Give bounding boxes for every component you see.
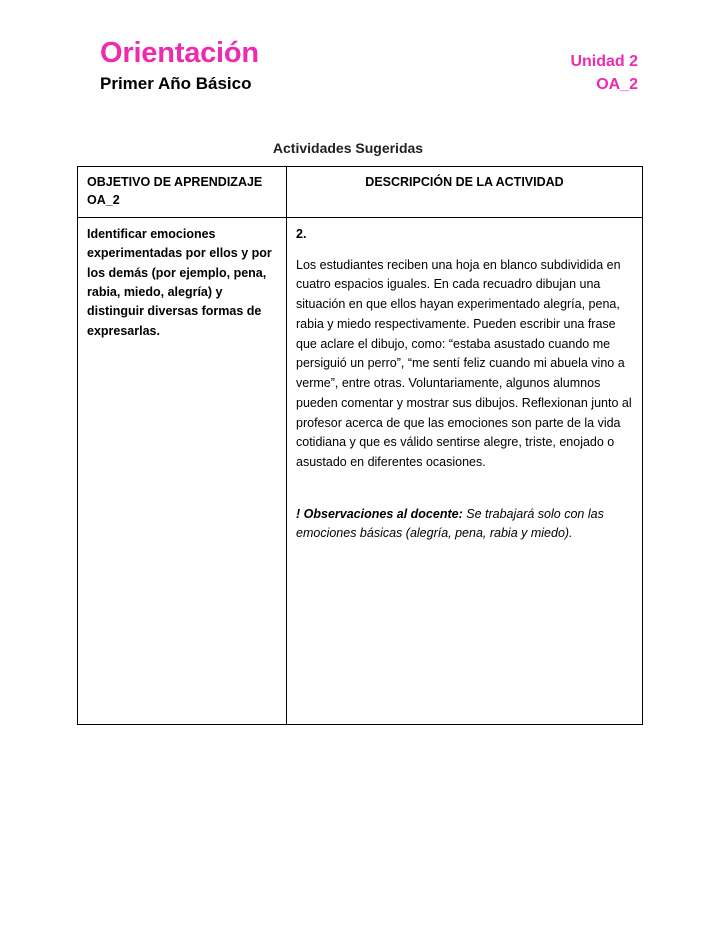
table-body xyxy=(78,217,643,724)
oa-code-label: OA_2 xyxy=(596,76,638,94)
cell-description xyxy=(287,217,643,724)
header-left-group xyxy=(100,38,259,94)
page-title: Orientación xyxy=(100,37,259,69)
header-right-group xyxy=(570,50,638,96)
unit-label: Unidad 2 xyxy=(570,53,638,70)
table-header xyxy=(78,167,643,218)
cell-objective: Identificar emociones experimentadas por ellos y por los demás (por ejemplo, pena, rabia, miedo, alegría) y distinguir diversas formas de expresarlas. xyxy=(78,217,287,724)
observation-text: Se trabajará solo con las emociones básicas (alegría, pena, rabia y miedo). xyxy=(296,506,604,541)
document-header xyxy=(72,38,648,96)
table-header-row xyxy=(78,167,643,218)
teacher-observation xyxy=(296,505,633,544)
column-header-objective: OBJETIVO DE APRENDIZAJE OA_2 xyxy=(78,167,287,218)
activities-table xyxy=(77,166,643,725)
observation-label: Observaciones al docente: xyxy=(303,506,463,521)
section-title: Actividades Sugeridas xyxy=(272,140,424,157)
page-subtitle: Primer Año Básico xyxy=(100,74,252,94)
activity-text: Los estudiantes reciben una hoja en blanco subdividida en cuatro espacios iguales. En cada recuadro dibujan una situación en que ellos hayan experimentado alegría, pena, rabia y miedo respectivamente. Pueden escribir una frase que aclare el dibujo, como: “estaba asustado cuando me persiguió un perro”, “me sentí feliz cuando mi abuela vino a verme”, entre otras. Voluntariamente, algunos alumnos pueden comentar y mostrar sus dibujos. Reflexionan junto al profesor acerca de que las emociones son parte de la vida cotidiana y que es válido sentirse alegre, triste, enojado o asustado en diferentes ocasiones. xyxy=(296,257,632,470)
observation-mark-icon: ! xyxy=(296,506,301,521)
activity-number: 2. xyxy=(296,226,307,241)
column-header-description: DESCRIPCIÓN DE LA ACTIVIDAD xyxy=(287,167,643,218)
table-row xyxy=(78,217,643,724)
